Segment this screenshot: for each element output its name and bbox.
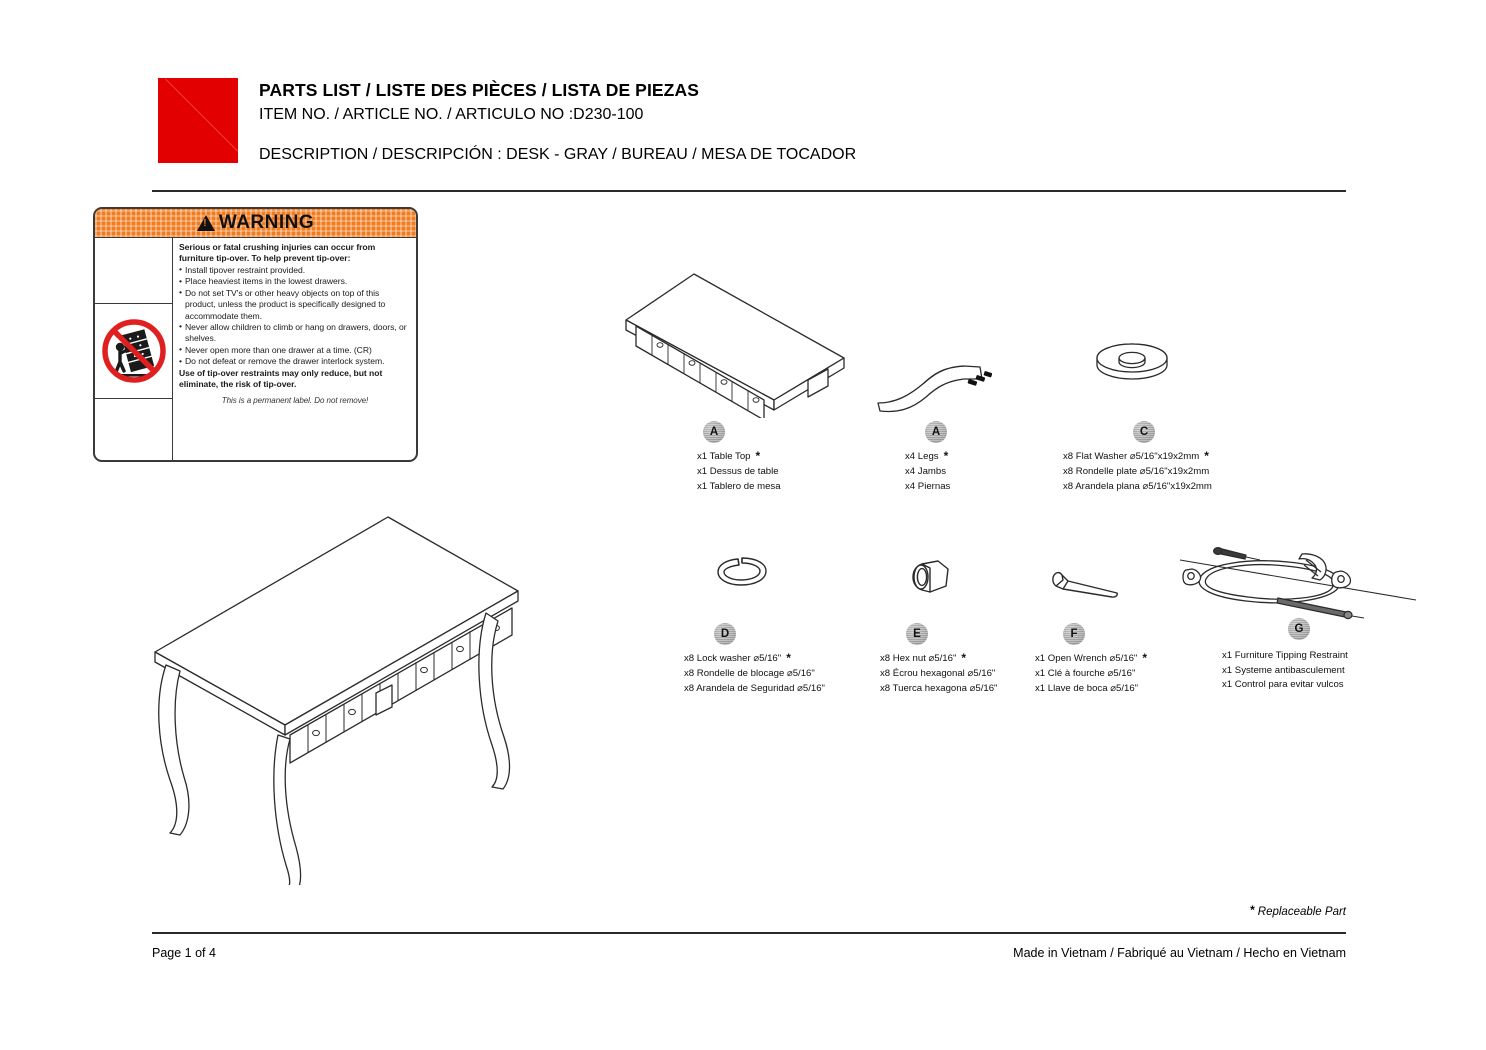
part-line: x1 Open Wrench ⌀5/16" * (1035, 651, 1148, 665)
warning-bullet: • Never allow children to climb or hang on drawers, doors, or shelves. (179, 322, 411, 345)
part-illustration-hex-nut (908, 558, 954, 602)
flat-washer-icon (1092, 338, 1172, 394)
warning-bullet: • Do not set TV's or other heavy objects on top of this product, unless the product is specifically designed to accommodate them. (179, 288, 411, 322)
part-illustration-tipping-restraint (1178, 538, 1418, 628)
warning-label (93, 207, 418, 462)
warning-bullet: • Do not defeat or remove the drawer interlock system. (179, 356, 411, 367)
part-illustration-table-top (622, 268, 852, 418)
warning-intro: Serious or fatal crushing injuries can occur from furniture tip-over. To help prevent tip-over: (179, 242, 376, 264)
part-label-hex-nut (880, 649, 997, 696)
part-line: x8 Arandela plana ⌀5/16"x19x2mm (1063, 480, 1212, 492)
part-badge-tipping-restraint: G (1288, 618, 1310, 640)
cabriole-leg-icon (872, 355, 992, 417)
no-child-climbing-icon (99, 316, 169, 386)
warning-bullet: • Place heaviest items in the lowest drawers. (179, 276, 411, 287)
warning-bullet-list (179, 265, 411, 368)
warning-cell-top (95, 238, 172, 303)
part-line: x1 Control para evitar vulcos (1222, 679, 1344, 691)
warning-body (95, 238, 416, 462)
part-illustration-open-wrench (1050, 568, 1120, 604)
part-label-open-wrench (1035, 649, 1147, 696)
warning-permanent-note: This is a permanent label. Do not remove! (221, 396, 369, 406)
part-badge-legs: A (925, 421, 947, 443)
replaceable-star-icon: * (1142, 651, 1148, 665)
warning-bullet: • Never open more than one drawer at a time. (CR) (179, 345, 411, 356)
replaceable-star-icon: * (961, 651, 967, 665)
footer-divider (152, 932, 1346, 934)
replaceable-star-icon: * (943, 449, 949, 463)
assembled-desk-icon (130, 495, 650, 885)
part-line: x1 Furniture Tipping Restraint (1222, 650, 1348, 661)
part-line: x8 Flat Washer ⌀5/16"x19x2mm * (1063, 449, 1209, 463)
assembled-desk-illustration (130, 495, 650, 885)
logo-diagonal-line (165, 78, 238, 163)
part-badge-open-wrench: F (1063, 623, 1085, 645)
part-line: x8 Rondelle de blocage ⌀5/16" (684, 668, 815, 680)
part-label-tipping-restraint (1222, 649, 1348, 693)
part-illustration-legs (872, 355, 992, 417)
part-line: x8 Écrou hexagonal ⌀5/16" (880, 668, 996, 680)
part-badge-lock-washer: D (714, 623, 736, 645)
replaceable-part-text: Replaceable Part (1257, 906, 1346, 918)
part-line: x1 Llave de boca ⌀5/16" (1035, 682, 1139, 694)
warning-closing: Use of tip-over restraints may only reduce, but not eliminate, the risk of tip-over. (179, 367, 383, 390)
page-title: PARTS LIST / LISTE DES PIÈCES / LISTA DE PIEZAS (259, 80, 699, 100)
description-line: DESCRIPTION / DESCRIPCIÓN : DESK - GRAY / BUREAU / MESA DE TOCADOR (259, 146, 857, 164)
replaceable-star-icon: * (1250, 903, 1255, 917)
part-line: x1 Dessus de table (697, 466, 779, 478)
part-line: x8 Rondelle plate ⌀5/16"x19x2mm (1063, 466, 1210, 478)
part-line: x4 Piernas (905, 480, 951, 492)
warning-pictogram-column (95, 238, 173, 462)
part-label-legs (905, 447, 950, 494)
page-number: Page 1 of 4 (152, 946, 216, 960)
warning-bullet: • Install tipover restraint provided. (179, 265, 411, 276)
replaceable-part-note (1250, 903, 1346, 918)
part-badge-hex-nut: E (906, 623, 928, 645)
replaceable-star-icon: * (1204, 449, 1209, 463)
replaceable-star-icon: * (786, 651, 791, 665)
header-text-block (259, 80, 1259, 166)
part-line: x1 Clé à fourche ⌀5/16" (1035, 668, 1136, 680)
part-illustration-lock-washer (712, 552, 772, 598)
part-line: x8 Tuerca hexagona ⌀5/16" (880, 682, 998, 694)
part-badge-flat-washer: C (1133, 421, 1155, 443)
made-in-note: Made in Vietnam / Fabriqué au Vietnam / Hecho en Vietnam (1013, 946, 1346, 960)
part-label-flat-washer (1063, 447, 1212, 494)
warning-text-column (173, 238, 416, 462)
part-label-lock-washer (684, 649, 825, 696)
part-line: x8 Arandela de Seguridad ⌀5/16" (684, 682, 825, 694)
part-badge-a-table-top: A (703, 421, 725, 443)
lock-washer-icon (712, 552, 772, 598)
replaceable-star-icon: * (755, 449, 761, 463)
warning-triangle-icon (197, 215, 215, 231)
part-line: x4 Jambs (905, 466, 947, 478)
part-line: x8 Lock washer ⌀5/16" * (684, 651, 791, 665)
header-divider (152, 190, 1346, 192)
part-label-table-top (697, 447, 781, 494)
part-line: x8 Hex nut ⌀5/16" * (880, 651, 967, 665)
warning-banner (95, 209, 416, 238)
hex-nut-icon (908, 558, 954, 602)
part-line: x1 Systeme antibasculement (1222, 664, 1345, 676)
furniture-tipping-restraint-icon (1178, 538, 1418, 628)
part-line: x1 Tablero de mesa (697, 480, 781, 492)
part-line: x1 Table Top * (697, 449, 761, 463)
warning-cell-pictogram (95, 303, 172, 399)
part-line: x4 Legs * (905, 449, 949, 463)
warning-banner-title: WARNING (218, 212, 315, 233)
table-top-icon (622, 268, 852, 418)
item-number-line: ITEM NO. / ARTICLE NO. / ARTICULO NO :D230-100 (259, 105, 644, 123)
brand-logo (158, 78, 238, 163)
open-wrench-icon (1050, 568, 1120, 604)
part-illustration-flat-washer (1092, 338, 1172, 394)
warning-cell-bottom (95, 399, 172, 463)
